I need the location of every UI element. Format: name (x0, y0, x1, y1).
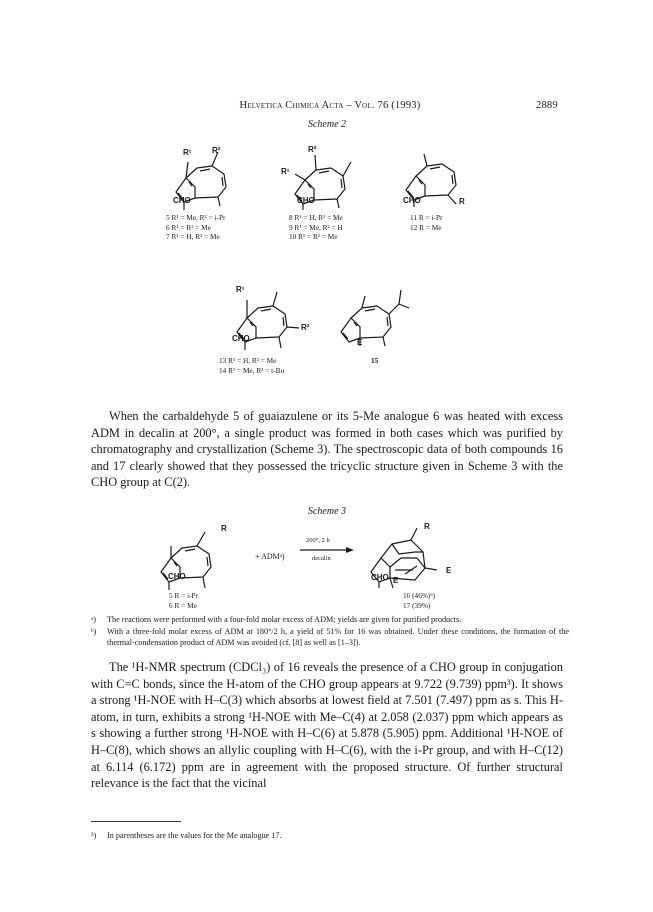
legend-line: 6 R¹ = R² = Me (166, 222, 211, 232)
compound-number: 15 (371, 356, 379, 365)
footnote-rule (91, 821, 181, 822)
legend-line: 5 R = i-Pr (169, 591, 199, 600)
legend-5-6 (169, 591, 198, 610)
legend-line: 6 R = Me (169, 600, 197, 610)
label-e: E (446, 566, 452, 575)
footnote-mark: ᵇ) (91, 627, 97, 636)
legend-line: 11 R = i-Pr (410, 213, 443, 222)
label-r2: R² (301, 323, 310, 332)
legend-line: 17 (39%) (403, 600, 431, 610)
scheme-3-title: Scheme 3 (307, 506, 347, 517)
legend-line: 14 R¹ = Me, R² = t-Bu (219, 365, 285, 375)
label-r: R (221, 524, 227, 533)
footnote-text: In parentheses are the values for the Me analogue 17. (107, 831, 282, 840)
legend-line: 5 R¹ = Me, R² = i-Pr (166, 213, 226, 222)
label-r1: R¹ (236, 285, 245, 294)
plus-adm: + ADMᵃ) (255, 552, 285, 561)
tricyclic-product (365, 518, 475, 598)
label-r2: R² (212, 146, 221, 155)
legend-8-10 (289, 213, 343, 242)
footnote-text: The reactions were performed with a four-fold molar excess of ADM; yields are given for purified products. (107, 615, 462, 624)
footnote-b (91, 626, 571, 648)
paragraph-text: The ¹H-NMR spectrum (CDCl₃) of 16 reveals the presence of a CHO group in conjugation with C=C bonds, since the H-atom of the CHO group appears at 9.722 (9.739) ppm³). It shows a strong ¹H-NOE with H–C(3) which absorbs at lowest field at 7.501 (7.497) ppm as s. This H-atom, in turn, exhibits a strong ¹H-NOE with Me–C(4) at 2.058 (2.037) ppm which appears as s showing a further strong ¹H-NOE with H–C(6) at 5.878 (5.905) ppm. Additional ¹H-NOE of H–C(8), which shows an allylic coupling with H–C(6), with the i-Pr group, and with H–C(12) at 6.114 (6.172) ppm are in agreement with the proposed structure. Of further structural relevance is the fact that the vicinal (91, 660, 563, 791)
journal-header: Helvetica Chimica Acta – Vol. 76 (1993) (239, 100, 421, 111)
azulene-reactant (145, 520, 245, 595)
label-e: E (357, 338, 363, 347)
legend-13-14 (219, 356, 284, 375)
legend-line: 8 R¹ = H, R² = Me (289, 213, 343, 222)
legend-line: 12 R = Me (410, 222, 442, 232)
label-cho: CHO (168, 572, 186, 581)
scheme-2-title: Scheme 2 (307, 119, 347, 130)
azulene-structure-15 (335, 278, 445, 353)
footnote-text: With a three-fold molar excess of ADM at 180°/2 h, a yield of 51% for 16 was obtained. Under these conditions, the formation of the thermal-condensation product of ADM was avoided (cf. [8] as well as [1–3]). (107, 627, 569, 647)
footnote-mark: ³) (91, 831, 97, 840)
footnote-mark: ᵃ) (91, 615, 96, 624)
paragraph-1 (91, 408, 563, 491)
page-number: 2889 (536, 100, 558, 111)
legend-line: 16 (46%)ᵇ) (403, 591, 436, 600)
label-e: E (393, 576, 399, 585)
label-r1: R¹ (183, 148, 192, 157)
paragraph-2 (91, 659, 563, 792)
label-cho: CHO (403, 196, 421, 205)
label-cho: CHO (371, 573, 389, 582)
label-cho: CHO (173, 196, 191, 205)
label-r: R (424, 522, 430, 531)
label-cho: CHO (297, 196, 315, 205)
legend-line: 13 R¹ = H, R² = Me (219, 356, 277, 365)
label-r1: R¹ (281, 167, 290, 176)
compound-15-label (371, 356, 378, 366)
legend-line: 9 R¹ = Me, R² = H (289, 222, 343, 232)
reaction-conditions-bottom: decalin (312, 555, 331, 562)
legend-16-17 (403, 591, 435, 610)
legend-line: 10 R¹ = R² = Me (289, 232, 338, 242)
label-r2: R² (308, 145, 317, 154)
legend-5-7 (166, 213, 225, 242)
footnote-a (91, 614, 571, 625)
azulene-structure-5-7 (150, 140, 250, 210)
legend-11-12 (410, 213, 442, 232)
label-r: R (459, 197, 465, 206)
label-cho: CHO (232, 334, 250, 343)
reaction-conditions-top: 200°, 2 h (306, 537, 330, 544)
footnote-3 (91, 830, 571, 841)
legend-line: 7 R¹ = H, R² = Me (166, 232, 220, 242)
paragraph-text: When the carbaldehyde 5 of guaiazulene or its 5-Me analogue 6 was heated with excess ADM in decalin at 200°, a single product was formed in both cases which was purified by chromatography and crystallization (Scheme 3). The spectroscopic data of both compounds 16 and 17 clearly showed that they possessed the tricyclic structure given in Scheme 3 with the CHO group at C(2). (91, 409, 563, 490)
